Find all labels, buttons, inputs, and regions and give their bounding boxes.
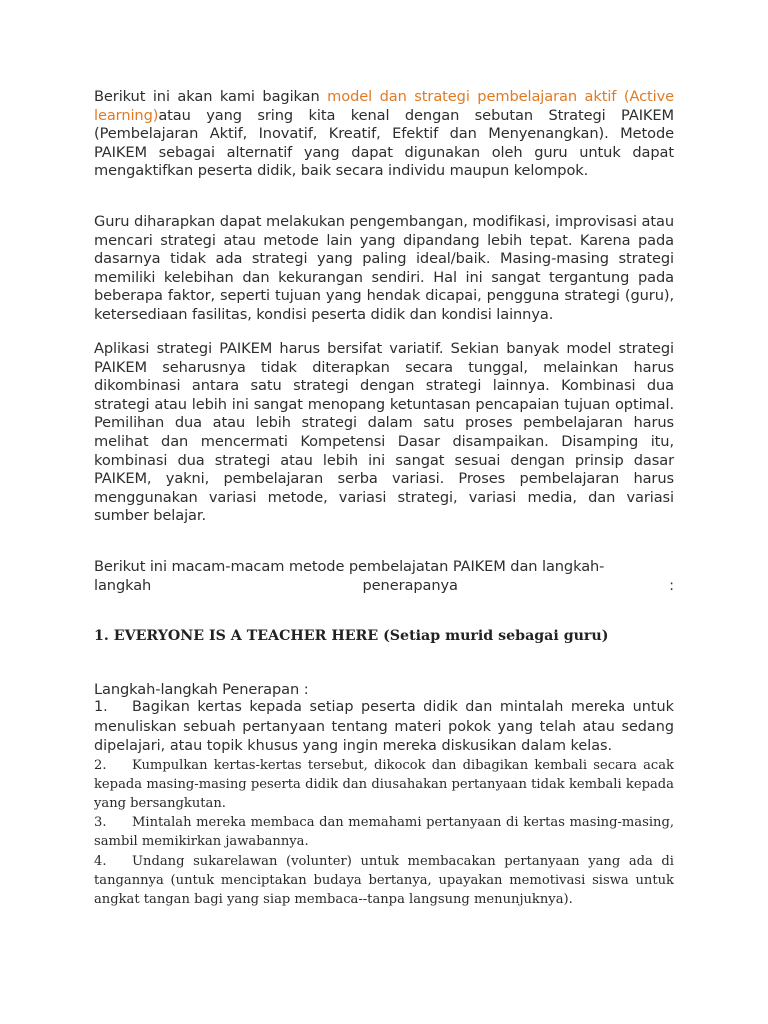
step-text: Kumpulkan kertas-kertas tersebut, dikocok dan dibagikan kembali secara acak kepada masing-masing peserta didik dan diusahakan pertanyaan tidak kembali kepada yang bersangkutan. xyxy=(94,758,674,811)
metode-line-2-left: langkah xyxy=(94,576,152,594)
paragraph-aplikasi: Aplikasi strategi PAIKEM harus bersifat variatif. Sekian banyak model strategi PAIKEM seharusnya tidak diterapkan secara tunggal, melainkan harus dikombinasi antara satu strategi dengan strategi lainnya. Kombinasi dua strategi atau lebih ini sangat menopang ketuntasan pencapaian tujuan optimal. Pemilihan dua atau lebih strategi dalam satu proses pembelajaran harus melihat dan mencermati Kompetensi Dasar disampaikan. Disamping itu, kombinasi dua strategi atau lebih ini sangat sesuai dengan prinsip dasar PAIKEM, yakni, pembelajaran serba variasi. Proses pembelajaran harus menggunakan variasi metode, variasi strategi, variasi media, dan variasi sumber belajar. xyxy=(94,340,674,525)
step-number: 2. xyxy=(94,758,107,773)
step-text: Undang sukarelawan (volunter) untuk membacakan pertanyaan yang ada di tangannya (untuk menciptakan budaya bertanya, upayakan memotivasi siswa untuk angkat tangan bagi yang siap membaca--tanpa langsung menunjuknya). xyxy=(94,854,674,907)
paragraph-intro xyxy=(94,88,674,181)
paragraph-macam-metode xyxy=(94,558,674,595)
step-number: 3. xyxy=(94,815,107,830)
step-number: 4. xyxy=(94,854,107,869)
active-learning-link[interactable]: model dan strategi pembelajaran aktif (Active learning) xyxy=(94,88,674,124)
step-item-2 xyxy=(94,756,674,813)
intro-text-continued: atau yang sring kita kenal dengan sebutan Strategi PAIKEM (Pembelajaran Aktif, Inovatif, Kreatif, Efektif dan Menyenangkan). Metode PAIKEM sebagai alternatif yang dapat digunakan oleh guru untuk dapat mengaktifkan peserta didik, baik secara individu maupun kelompok. xyxy=(94,106,674,180)
step-item-1 xyxy=(94,698,674,757)
step-item-4 xyxy=(94,852,674,909)
paragraph-guru: Guru diharapkan dapat melakukan pengembangan, modifikasi, improvisasi atau mencari strategi atau metode lain yang dipandang lebih tepat. Karena pada dasarnya tidak ada strategi yang paling ideal/baik. Masing-masing strategi memiliki kelebihan dan kekurangan sendiri. Hal ini sangat tergantung pada beberapa faktor, seperti tujuan yang hendak dicapai, pengguna strategi (guru), ketersediaan fasilitas, kondisi peserta didik dan kondisi lainnya. xyxy=(94,213,674,323)
intro-text: Berikut ini akan kami bagikan xyxy=(94,88,328,105)
paragraph-line-1 xyxy=(94,558,674,577)
step-text: Bagikan kertas kepada setiap peserta didik dan mintalah mereka untuk menuliskan sebuah pertanyaan tentang materi pokok yang telah atau sedang dipelajari, atau topik khusus yang ingin mereka diskusikan dalam kelas. xyxy=(94,699,674,754)
paragraph-line-2 xyxy=(94,577,674,596)
section-heading: 1. EVERYONE IS A TEACHER HERE (Setiap murid sebagai guru) xyxy=(94,628,609,644)
steps-label: Langkah-langkah Penerapan : xyxy=(94,681,309,698)
metode-line-2-right: : xyxy=(669,576,674,594)
step-item-3 xyxy=(94,813,674,851)
step-text: Mintalah mereka membaca dan memahami pertanyaan di kertas masing-masing, sambil memikirkan jawabannya. xyxy=(94,815,674,849)
metode-line-1: Berikut ini macam-macam metode pembelajatan PAIKEM dan langkah- xyxy=(94,558,605,575)
step-number: 1. xyxy=(94,699,108,715)
metode-line-2-mid: penerapanya xyxy=(362,576,458,594)
